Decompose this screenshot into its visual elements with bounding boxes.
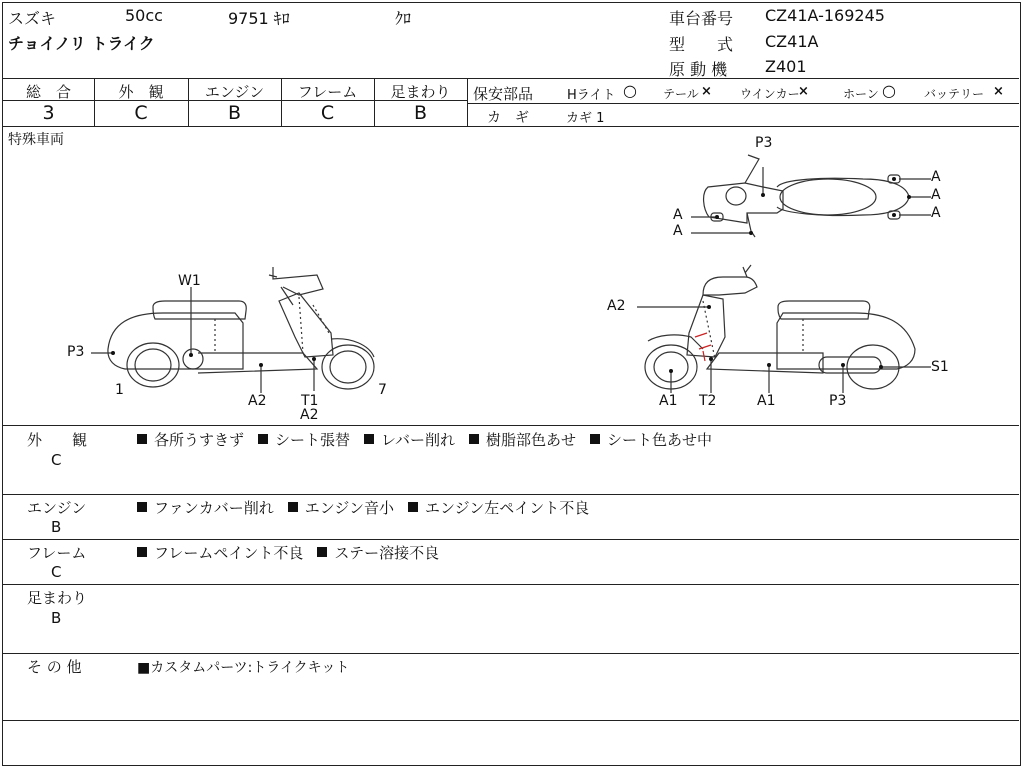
frame-grade: C xyxy=(320,102,335,124)
divider xyxy=(3,653,1019,654)
overall-grade: 3 xyxy=(42,102,55,124)
notes-other-text: ■カスタムパーツ:トライクキット xyxy=(137,660,350,676)
tail-label: テール xyxy=(663,87,699,101)
battery-mark: × xyxy=(993,84,1004,99)
left-side-view xyxy=(91,267,374,393)
divider xyxy=(3,720,1019,721)
divider xyxy=(3,425,1019,426)
notes-frame-grade: C xyxy=(51,563,62,581)
note-item: フレームペイント不良 xyxy=(137,544,303,562)
safety-label: 保安部品 xyxy=(473,85,534,103)
note-item: ファンカバー削れ xyxy=(137,499,274,517)
divider xyxy=(467,78,468,126)
notes-other-label: そ の 他 xyxy=(27,658,82,676)
engine-grade: B xyxy=(227,102,242,124)
label-a1-right-b: A1 xyxy=(757,393,776,409)
label-1: 1 xyxy=(115,382,124,398)
label-t2: T2 xyxy=(699,393,717,409)
key-label: カ ギ xyxy=(487,110,529,126)
exterior-grade: C xyxy=(134,102,148,124)
notes-engine-grade: B xyxy=(51,518,62,536)
notes-frame-label: フレーム xyxy=(27,544,87,562)
divider xyxy=(3,539,1019,540)
label-w1: W1 xyxy=(178,273,201,289)
label-a-top-2: A xyxy=(931,187,941,203)
note-item: エンジン音小 xyxy=(288,499,394,517)
notes-exterior-label: 外 観 xyxy=(27,431,88,449)
winker-label: ウインカー xyxy=(740,87,800,101)
notes-engine-items xyxy=(137,497,603,518)
key-value: カギ 1 xyxy=(566,111,605,126)
divider xyxy=(3,584,1019,585)
headlight-label: Hライト xyxy=(567,88,616,103)
notes-suspension-label: 足まわり xyxy=(27,589,88,607)
note-item: エンジン左ペイント不良 xyxy=(408,499,589,517)
top-view xyxy=(691,155,931,237)
label-a-top-5: A xyxy=(673,223,683,239)
note-item: ステー溶接不良 xyxy=(317,544,439,562)
label-a2-left-b: A2 xyxy=(300,407,319,423)
divider xyxy=(3,78,1019,79)
divider xyxy=(467,103,1019,104)
label-p3-left: P3 xyxy=(67,344,85,360)
horn-mark: ○ xyxy=(882,81,896,100)
label-a-top-4: A xyxy=(673,207,683,223)
label-t1: T1 xyxy=(301,393,319,409)
engine-grade-label: エンジン xyxy=(204,83,265,101)
note-item: 各所うすきず xyxy=(137,431,244,449)
color: ｸﾛ xyxy=(395,9,412,28)
right-side-view xyxy=(637,265,931,393)
label-s1: S1 xyxy=(931,359,949,375)
type-value: CZ41A xyxy=(765,32,819,51)
inspection-sheet xyxy=(2,2,1021,766)
label-p3-top: P3 xyxy=(755,135,773,151)
label-a1-right: A1 xyxy=(659,393,678,409)
suspension-grade-label: 足まわり xyxy=(390,83,451,101)
divider xyxy=(3,494,1019,495)
label-p3-right: P3 xyxy=(829,393,847,409)
engine-label: 原 動 機 xyxy=(669,60,728,79)
winker-mark: × xyxy=(798,84,809,99)
overall-label: 総 合 xyxy=(25,83,71,101)
note-item: 樹脂部色あせ xyxy=(469,431,576,449)
label-a2-left: A2 xyxy=(248,393,267,409)
notes-engine-label: エンジン xyxy=(27,499,87,517)
suspension-grade: B xyxy=(413,102,428,124)
exterior-label: 外 観 xyxy=(118,83,164,101)
label-a-top-3: A xyxy=(931,205,941,221)
notes-exterior-grade: C xyxy=(51,451,62,469)
frame-no: CZ41A-169245 xyxy=(765,6,885,25)
note-item: レバー削れ xyxy=(364,431,455,449)
notes-exterior-items xyxy=(137,429,726,450)
notes-frame-items xyxy=(137,542,453,563)
maker: スズキ xyxy=(8,9,57,28)
vehicle-diagram xyxy=(3,127,1019,425)
note-item: シート張替 xyxy=(258,431,350,449)
note-item: シート色あせ中 xyxy=(590,431,712,449)
label-a-top-1: A xyxy=(931,169,941,185)
displacement: 50cc xyxy=(125,6,163,25)
engine-value: Z401 xyxy=(765,57,807,76)
tail-mark: × xyxy=(701,84,712,99)
label-7: 7 xyxy=(378,382,387,398)
notes-suspension-grade: B xyxy=(51,609,62,627)
label-a2-right: A2 xyxy=(607,298,626,314)
type-label: 型 式 xyxy=(669,35,734,54)
special-vehicle-label: 特殊車両 xyxy=(8,132,64,148)
mileage: 9751 ｷﾛ xyxy=(228,9,290,28)
frame-grade-label: フレーム xyxy=(297,83,358,101)
horn-label: ホーン xyxy=(843,87,879,101)
model-name: チョイノリ トライク xyxy=(8,34,155,53)
battery-label: バッテリー xyxy=(924,87,985,101)
frame-no-label: 車台番号 xyxy=(669,9,734,28)
headlight-mark: ○ xyxy=(623,81,637,100)
